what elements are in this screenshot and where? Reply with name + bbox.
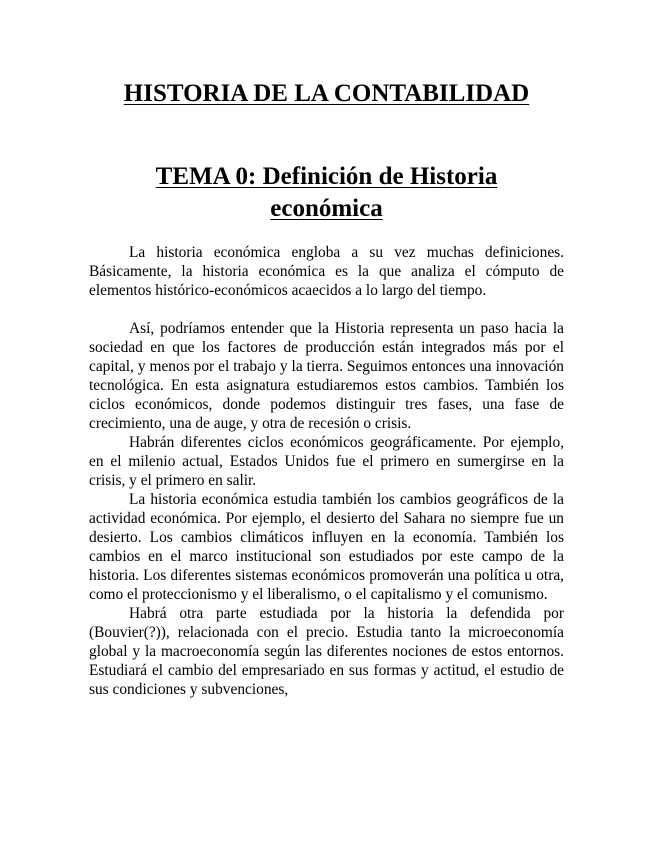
document-title: HISTORIA DE LA CONTABILIDAD — [123, 80, 530, 107]
section-title — [89, 161, 564, 225]
paragraph: Así, podríamos entender que la Historia representa un paso hacia la sociedad en que los factores de producción están integrados más por el capital, y menos por el trabajo y la tierra. Seguimos entonces una innovación tecnológica. En esta asignatura estudiaremos estos cambios. También los ciclos económicos, donde podemos distinguir tres fases, una fase de crecimiento, una de auge, y otra de recesión o crisis. — [89, 320, 564, 432]
paragraph: Habrán diferentes ciclos económicos geográficamente. Por ejemplo, en el milenio actual, Estados Unidos fue el primero en sumergirse en la crisis, y el primero en salir. — [89, 434, 564, 489]
paragraph: La historia económica estudia también los cambios geográficos de la actividad económica. Por ejemplo, el desierto del Sahara no siempre fue un desierto. Los cambios climáticos influyen en la economía. También los cambios en el marco institucional son estudiados por este campo de la historia. Los diferentes sistemas económicos promoverán una política u otra, como el proteccionismo y el liberalismo, o el capitalismo y el comunismo. — [89, 491, 564, 603]
section-title-line-1: TEMA 0: Definición de Historia — [155, 163, 498, 190]
paragraph: La historia económica engloba a su vez muchas definiciones. Básicamente, la historia económica es la que analiza el cómputo de elementos histórico-económicos acaecidos a lo largo del tiempo. — [89, 244, 564, 299]
section-title-line-2: económica — [270, 195, 383, 222]
paragraph: Habrá otra parte estudiada por la historia la defendida por (Bouvier(?)), relacionada con el precio. Estudia tanto la microeconomía global y la macroeconomía según las diferentes nociones de estos entornos. Estudiará el cambio del empresariado en sus formas y actitud, el estudio de sus condiciones y subvenciones, — [89, 605, 564, 698]
document-body — [89, 243, 564, 699]
